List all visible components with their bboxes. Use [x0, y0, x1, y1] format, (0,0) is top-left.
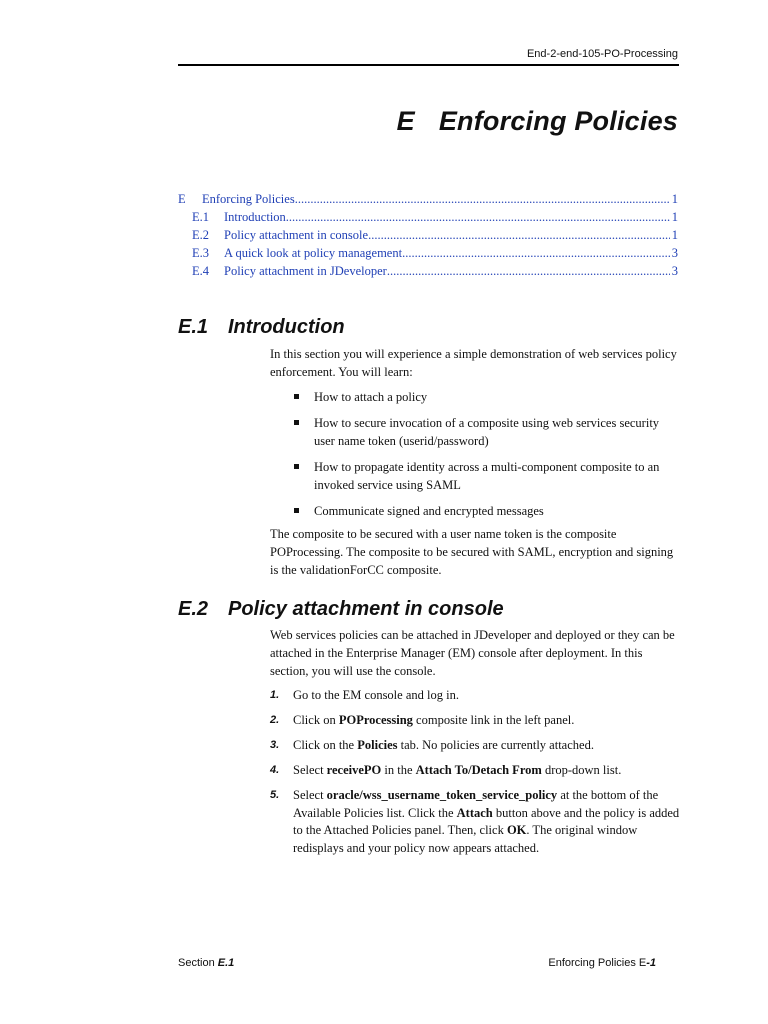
list-item	[270, 414, 680, 450]
toc-title: Enforcing Policies	[202, 192, 295, 206]
list-item-text: How to propagate identity across a multi-component composite to an invoked service using SAML	[314, 460, 660, 492]
step-item	[270, 687, 680, 705]
toc-entry-chapter[interactable]	[178, 190, 678, 208]
console-steps-list	[270, 687, 680, 865]
header-rule	[178, 64, 679, 66]
toc-entry-policy-attachment-jdeveloper[interactable]	[178, 262, 678, 280]
console-lead-paragraph	[270, 626, 680, 680]
footer-section-label	[178, 957, 234, 969]
step-emphasis: Policies	[357, 738, 398, 752]
step-emphasis: Attach To/Detach From	[415, 763, 542, 777]
section-number: E.2	[178, 598, 209, 620]
toc-title: Policy attachment in console	[224, 228, 369, 242]
bullet-square-icon	[294, 420, 299, 425]
list-item	[270, 502, 680, 520]
list-item-text: How to attach a policy	[314, 390, 428, 404]
bullet-square-icon	[294, 508, 299, 513]
toc-leader	[402, 244, 670, 262]
chapter-title	[178, 106, 678, 137]
section-heading-policy-attachment	[178, 598, 504, 621]
step-number: 2.	[270, 714, 280, 726]
step-number: 4.	[270, 764, 280, 776]
learning-bullet-list	[270, 388, 680, 528]
step-text: tab. No policies are currently attached.	[397, 738, 594, 752]
step-text: Select	[293, 788, 327, 802]
toc-number: E.1	[192, 210, 210, 224]
intro-closing-paragraph	[270, 525, 680, 579]
step-text: in the	[381, 763, 416, 777]
paragraph-text: In this section you will experience a simple demonstration of web services policy enforcement. You will learn:	[270, 347, 677, 379]
step-emphasis: OK	[506, 823, 527, 837]
toc-title: Policy attachment in JDeveloper	[224, 264, 387, 278]
toc-number: E.4	[192, 264, 210, 278]
chapter-title-text: Enforcing Policies	[438, 106, 678, 136]
toc-leader	[295, 190, 670, 208]
step-item	[270, 762, 680, 780]
footer-page-number: -1	[646, 957, 656, 969]
step-item	[270, 737, 680, 755]
footer-section-prefix: Section	[178, 957, 218, 969]
list-item-text: How to secure invocation of a composite using web services security user name token (userid/password)	[314, 416, 660, 448]
section-heading-introduction	[178, 316, 345, 339]
bullet-square-icon	[294, 464, 299, 469]
section-number: E.1	[178, 316, 209, 338]
toc-number: E	[178, 192, 186, 206]
chapter-number: E	[396, 106, 415, 136]
step-emphasis: oracle/wss_username_token_service_policy	[326, 788, 558, 802]
step-item	[270, 712, 680, 730]
step-emphasis: POProcessing	[338, 713, 413, 727]
toc-title: Introduction	[224, 210, 286, 224]
toc-page: 1	[671, 192, 678, 206]
table-of-contents	[178, 190, 678, 280]
step-number: 5.	[270, 789, 280, 801]
toc-page: 3	[671, 246, 678, 260]
toc-number: E.3	[192, 246, 210, 260]
toc-leader	[368, 226, 670, 244]
toc-title: A quick look at policy management	[224, 246, 403, 260]
toc-leader	[387, 262, 670, 280]
bullet-square-icon	[294, 394, 299, 399]
step-item	[270, 787, 680, 857]
running-header: End-2-end-105-PO-Processing	[526, 48, 678, 60]
step-text: . The original window redisplays and your policy now appears attached.	[293, 823, 638, 855]
footer-page-prefix: Enforcing Policies E	[548, 957, 647, 969]
step-number: 3.	[270, 739, 280, 751]
toc-page: 1	[671, 228, 678, 242]
step-text: drop-down list.	[541, 763, 622, 777]
intro-lead-paragraph	[270, 345, 680, 381]
step-emphasis: Attach	[456, 805, 493, 820]
step-emphasis: receivePO	[326, 763, 382, 777]
toc-entry-policy-attachment-console[interactable]	[178, 226, 678, 244]
paragraph-text: The composite to be secured with a user name token is the composite POProcessing. The composite to be secured with SAML, encryption and signing is the validationForCC composite.	[270, 527, 674, 577]
toc-entry-introduction[interactable]	[178, 208, 678, 226]
toc-page: 1	[671, 210, 678, 224]
toc-leader	[286, 208, 670, 226]
step-number: 1.	[270, 689, 280, 701]
step-text: Click on	[293, 713, 339, 727]
list-item	[270, 458, 680, 494]
footer-section-number: E.1	[217, 957, 235, 969]
toc-page: 3	[671, 264, 678, 278]
toc-entry-policy-management[interactable]	[178, 244, 678, 262]
step-text: button above and the policy is added to the Attached Policies panel. Then, click	[293, 805, 680, 837]
step-text: at the bottom of the Available Policies list. Click the	[293, 788, 659, 820]
step-text: Select	[293, 763, 327, 777]
step-text: Click on the	[293, 738, 358, 752]
step-text: composite link in the left panel.	[412, 713, 575, 727]
list-item-text: Communicate signed and encrypted messages	[314, 504, 544, 518]
section-title: Policy attachment in console	[228, 598, 504, 620]
footer-page-label	[400, 957, 656, 969]
section-title: Introduction	[228, 316, 345, 338]
step-text: Go to the EM console and log in.	[293, 688, 459, 702]
list-item	[270, 388, 680, 406]
paragraph-text: Web services policies can be attached in JDeveloper and deployed or they can be attached in the Enterprise Manager (EM) console after deployment. In this section, you will use the console.	[270, 628, 675, 678]
toc-number: E.2	[192, 228, 210, 242]
